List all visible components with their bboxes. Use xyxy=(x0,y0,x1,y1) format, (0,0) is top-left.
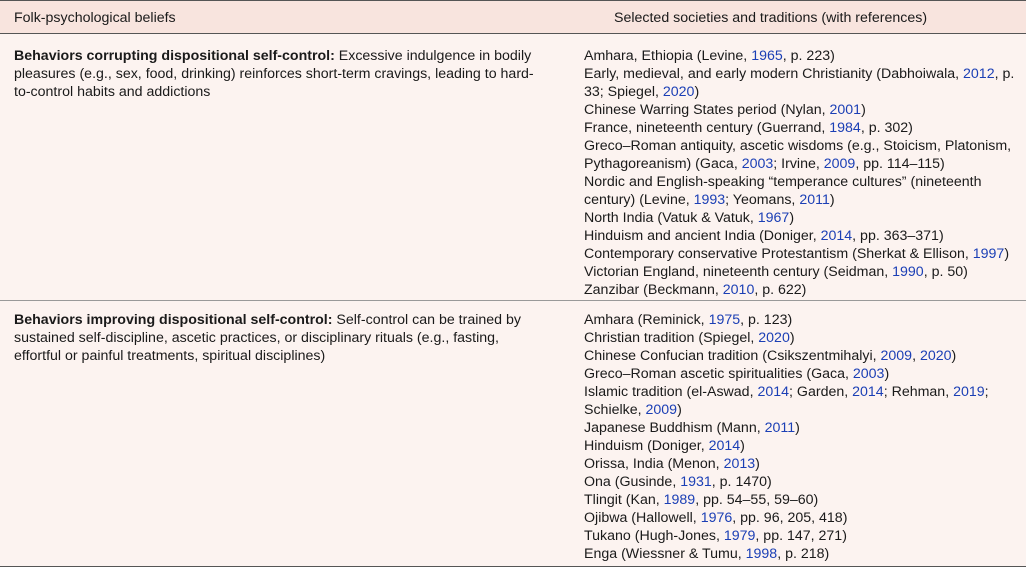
citation-year-link[interactable]: 2014 xyxy=(708,438,741,454)
reference-entry xyxy=(584,209,1016,227)
table-header xyxy=(0,0,1026,34)
reference-text: Chinese Warring States period (Nylan, xyxy=(584,102,830,118)
citation-year-link[interactable]: 1989 xyxy=(663,492,696,508)
header-societies: Selected societies and traditions (with references) xyxy=(614,10,928,26)
citation-year-link[interactable]: 2003 xyxy=(852,366,885,382)
citation-year-link[interactable]: 2020 xyxy=(662,84,695,100)
citation-year-link[interactable]: 2009 xyxy=(823,156,856,172)
reference-text: Contemporary conservative Protestantism (Sherkat & Ellison, xyxy=(584,246,973,262)
reference-text: ) xyxy=(951,348,957,364)
reference-text: , p. 302) xyxy=(860,120,913,136)
reference-entry xyxy=(584,47,1016,65)
citation-year-link[interactable]: 1979 xyxy=(723,528,756,544)
reference-text: Hinduism (Doniger, xyxy=(584,438,709,454)
reference-text: ) xyxy=(789,210,795,226)
reference-entry xyxy=(584,545,1016,563)
citation-year-link[interactable]: 2009 xyxy=(645,402,678,418)
reference-text: , pp. 114–115) xyxy=(855,156,945,172)
reference-entry xyxy=(584,329,1016,347)
reference-entry xyxy=(584,491,1016,509)
belief-description: Self-control can be trained by sustained self-discipline, ascetic practices, or disciplinary rituals (e.g., fasting, effortful or painful treatments, spiritual disciplines) xyxy=(14,312,521,364)
citation-year-link[interactable]: 2012 xyxy=(963,66,995,82)
citation-year-link[interactable]: 2011 xyxy=(799,192,830,208)
reference-text: North India (Vatuk & Vatuk, xyxy=(584,210,758,226)
reference-entry xyxy=(584,527,1016,545)
reference-text: ) xyxy=(789,330,795,346)
reference-text: Islamic tradition (el-Aswad, xyxy=(584,384,758,400)
reference-text: ; Rehman, xyxy=(883,384,954,400)
citation-year-link[interactable]: 2020 xyxy=(919,348,952,364)
reference-text: Tlingit (Kan, xyxy=(584,492,664,508)
reference-text: Zanzibar (Beckmann, xyxy=(584,282,723,298)
reference-text: Greco–Roman antiquity, ascetic wisdoms (e.g., Stoicism, Platonism, Pythagoreanism) (Gaca, xyxy=(584,138,1012,172)
citation-year-link[interactable]: 1967 xyxy=(757,210,790,226)
reference-entry xyxy=(584,347,1016,365)
reference-entry xyxy=(584,263,1016,281)
reference-entry xyxy=(584,227,1016,245)
header-beliefs: Folk-psychological beliefs xyxy=(14,10,176,26)
reference-text: Japanese Buddhism (Mann, xyxy=(584,420,765,436)
reference-text: , p. 33; Spiegel, xyxy=(584,66,1015,100)
reference-text: Christian tradition (Spiegel, xyxy=(584,330,759,346)
reference-text: Ojibwa (Hallowell, xyxy=(584,510,701,526)
citation-year-link[interactable]: 2003 xyxy=(741,156,774,172)
reference-text: Amhara (Reminick, xyxy=(584,312,709,328)
reference-text: Ona (Gusinde, xyxy=(584,474,681,490)
reference-text: Early, medieval, and early modern Christianity (Dabhoiwala, xyxy=(584,66,964,82)
reference-text: ) xyxy=(861,102,866,118)
reference-entry xyxy=(584,455,1016,473)
citation-year-link[interactable]: 2019 xyxy=(953,384,985,400)
citation-year-link[interactable]: 1976 xyxy=(700,510,733,526)
reference-entry xyxy=(584,173,1016,209)
citation-year-link[interactable]: 1965 xyxy=(751,48,783,64)
citation-year-link[interactable]: 1990 xyxy=(892,264,924,280)
reference-text: , p. 123) xyxy=(740,312,793,328)
reference-entry xyxy=(584,509,1016,527)
citation-year-link[interactable]: 1997 xyxy=(972,246,1005,262)
reference-entry xyxy=(584,365,1016,383)
reference-text: Greco–Roman ascetic spiritualities (Gaca, xyxy=(584,366,853,382)
row-divider xyxy=(0,300,1026,301)
citation-year-link[interactable]: 1984 xyxy=(829,120,861,136)
reference-text: Hinduism and ancient India (Doniger, xyxy=(584,228,821,244)
citation-year-link[interactable]: 1993 xyxy=(693,192,726,208)
reference-text: ; Garden, xyxy=(789,384,853,400)
reference-text: Chinese Confucian tradition (Csikszentmihalyi, xyxy=(584,348,881,364)
reference-text: ) xyxy=(740,438,745,454)
citation-year-link[interactable]: 2014 xyxy=(820,228,853,244)
belief-cell xyxy=(14,47,534,101)
reference-text: ) xyxy=(755,456,760,472)
citation-year-link[interactable]: 1975 xyxy=(708,312,741,328)
reference-text: , pp. 147, 271) xyxy=(755,528,847,544)
belief-label: Behaviors improving dispositional self-control: xyxy=(14,312,333,328)
reference-entry xyxy=(584,119,1016,137)
citation-year-link[interactable]: 2013 xyxy=(723,456,756,472)
reference-text: France, nineteenth century (Guerrand, xyxy=(584,120,830,136)
reference-text: , p. 622) xyxy=(754,282,807,298)
references-cell xyxy=(584,311,1016,563)
citation-year-link[interactable]: 2011 xyxy=(764,420,796,436)
reference-text: , p. 223) xyxy=(782,48,835,64)
reference-text: ) xyxy=(677,402,682,418)
reference-entry xyxy=(584,437,1016,455)
reference-text: ; Yeomans, xyxy=(725,192,800,208)
reference-text: Victorian England, nineteenth century (Seidman, xyxy=(584,264,893,280)
reference-text: , pp. 96, 205, 418) xyxy=(732,510,848,526)
reference-entry xyxy=(584,281,1016,299)
reference-text: Enga (Wiessner & Tumu, xyxy=(584,546,746,562)
citation-year-link[interactable]: 2001 xyxy=(829,102,862,118)
reference-text: Amhara, Ethiopia (Levine, xyxy=(584,48,752,64)
citation-year-link[interactable]: 2010 xyxy=(722,282,755,298)
reference-text: ) xyxy=(694,84,700,100)
reference-entry xyxy=(584,419,1016,437)
references-cell xyxy=(584,47,1016,299)
reference-text: Tukano (Hugh-Jones, xyxy=(584,528,724,544)
citation-year-link[interactable]: 2020 xyxy=(758,330,790,346)
reference-entry xyxy=(584,65,1016,101)
reference-text: , p. 1470) xyxy=(711,474,772,490)
reference-text: Orissa, India (Menon, xyxy=(584,456,724,472)
reference-text: , pp. 54–55, 59–60) xyxy=(695,492,819,508)
reference-entry xyxy=(584,383,1016,419)
belief-label: Behaviors corrupting dispositional self-control: xyxy=(14,48,335,64)
citation-year-link[interactable]: 2009 xyxy=(880,348,913,364)
belief-cell xyxy=(14,311,534,365)
reference-entry xyxy=(584,311,1016,329)
reference-text: ) xyxy=(884,366,890,382)
reference-entry xyxy=(584,473,1016,491)
reference-entry xyxy=(584,245,1016,263)
reference-text: ; Schielke, xyxy=(584,384,989,418)
reference-text: , xyxy=(912,348,920,364)
reference-text: Nordic and English-speaking “temperance cultures” (nineteenth century) (Levine, xyxy=(584,174,982,208)
reference-entry xyxy=(584,137,1016,173)
reference-text: , p. 218) xyxy=(777,546,830,562)
reference-text: , pp. 363–371) xyxy=(852,228,944,244)
citation-year-link[interactable]: 1931 xyxy=(680,474,712,490)
belief-description: Excessive indulgence in bodily pleasures (e.g., sex, food, drinking) reinforces short-term cravings, leading to hard-to-control habits and addictions xyxy=(14,48,534,100)
reference-text: ; Irvine, xyxy=(773,156,824,172)
reference-text: , p. 50) xyxy=(923,264,968,280)
reference-text: ) xyxy=(795,420,800,436)
citation-year-link[interactable]: 1998 xyxy=(745,546,778,562)
reference-text: ) xyxy=(1004,246,1010,262)
reference-text: ) xyxy=(829,192,835,208)
citation-year-link[interactable]: 2014 xyxy=(757,384,790,400)
reference-entry xyxy=(584,101,1016,119)
citation-year-link[interactable]: 2014 xyxy=(852,384,884,400)
